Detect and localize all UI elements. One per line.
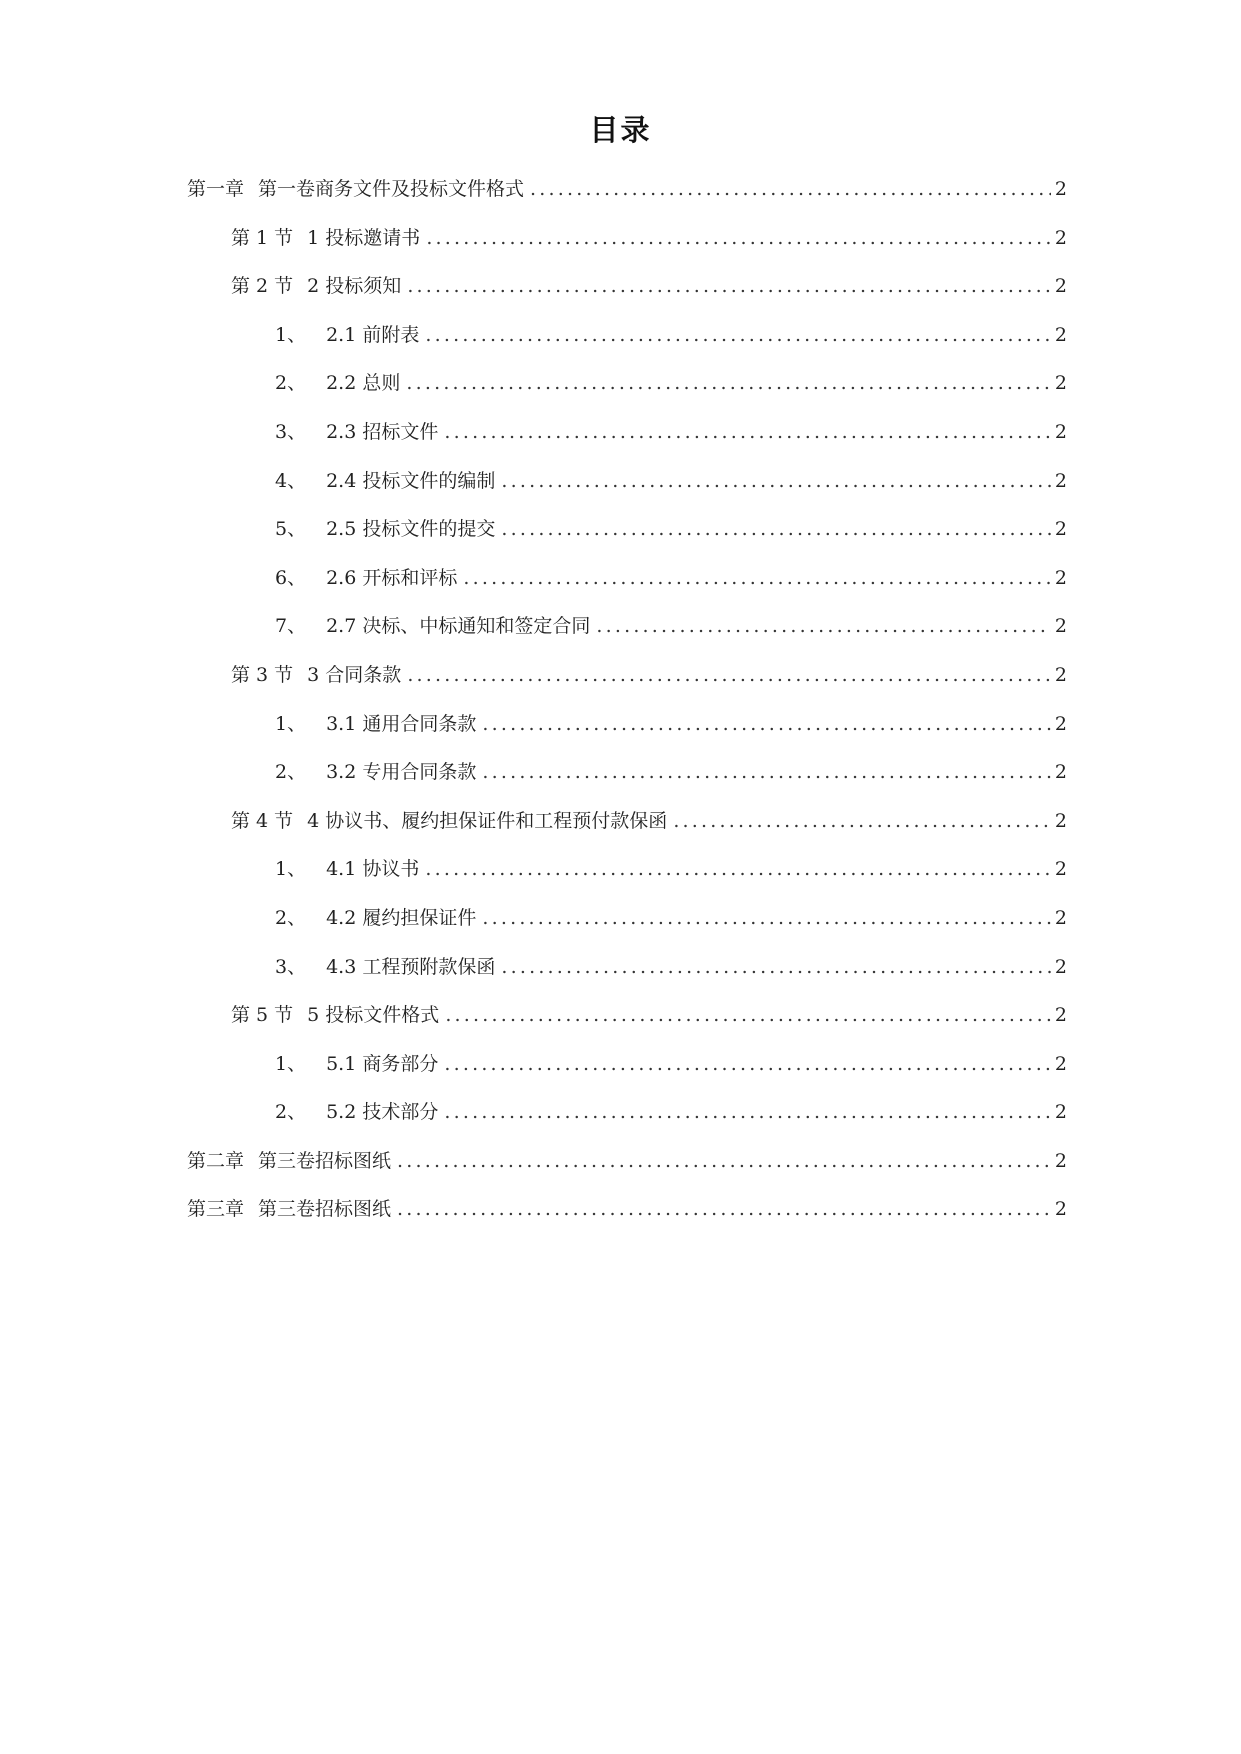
toc-page-number: 2 xyxy=(1054,1052,1067,1075)
toc-page-number: 2 xyxy=(1054,809,1067,832)
toc-entry-number: 2、 xyxy=(275,372,307,395)
toc-entry[interactable] xyxy=(187,408,1067,457)
toc-dot-leader xyxy=(482,700,1051,749)
toc-entry[interactable] xyxy=(187,748,1067,797)
toc-page-number: 2 xyxy=(1054,178,1067,200)
toc-dot-leader xyxy=(501,943,1051,992)
toc-entry-text: 4.1 协议书 xyxy=(326,858,420,881)
toc-entry-number: 6、 xyxy=(275,566,307,589)
toc-entry-text: 3 合同条款 xyxy=(307,663,402,686)
toc-entry-number: 3、 xyxy=(275,420,307,443)
toc-entry[interactable] xyxy=(187,262,1067,311)
toc-entry-text: 2.1 前附表 xyxy=(326,323,420,346)
toc-entry-number: 3、 xyxy=(275,955,307,978)
toc-dot-leader xyxy=(463,554,1051,603)
toc-entry-number: 第三章 xyxy=(187,1198,245,1221)
toc-dot-leader xyxy=(425,311,1051,360)
toc-entry-text: 5.2 技术部分 xyxy=(326,1101,439,1124)
toc-entry-number: 第 1 节 xyxy=(231,226,294,249)
toc-entry[interactable] xyxy=(187,700,1067,749)
toc-entry-number: 第一章 xyxy=(187,178,245,200)
toc-dot-leader xyxy=(444,1088,1051,1137)
toc-entry[interactable] xyxy=(187,554,1067,603)
toc-dot-leader xyxy=(501,505,1051,554)
toc-dot-leader xyxy=(397,1137,1051,1186)
toc-entry[interactable] xyxy=(187,359,1067,408)
toc-page-number: 2 xyxy=(1054,1149,1067,1172)
toc-entry-text: 第三卷招标图纸 xyxy=(258,1198,392,1221)
toc-dot-leader xyxy=(426,214,1051,263)
toc-entry-text: 2.2 总则 xyxy=(326,372,401,395)
toc-entry[interactable] xyxy=(187,991,1067,1040)
toc-page-number: 2 xyxy=(1054,275,1067,298)
toc-dot-leader xyxy=(501,457,1051,506)
toc-dot-leader xyxy=(406,359,1051,408)
toc-entry[interactable] xyxy=(187,602,1067,651)
toc-entry-number: 第 3 节 xyxy=(231,663,294,686)
toc-entry-number: 第 5 节 xyxy=(231,1004,294,1027)
toc-entry-text: 第三卷招标图纸 xyxy=(258,1149,392,1172)
toc-page-number: 2 xyxy=(1054,615,1067,638)
toc-entry-number: 2、 xyxy=(275,761,307,784)
toc-page-number: 2 xyxy=(1054,420,1067,443)
toc-entry-text: 4.2 履约担保证件 xyxy=(326,906,477,929)
toc-page-number: 2 xyxy=(1054,712,1067,735)
toc-entry-number: 5、 xyxy=(275,518,307,541)
toc-entry-number: 4、 xyxy=(275,469,307,492)
toc-page-number: 2 xyxy=(1054,1004,1067,1027)
toc-page-number: 2 xyxy=(1054,858,1067,881)
toc-entry-number: 1、 xyxy=(275,858,307,881)
toc-dot-leader xyxy=(530,165,1051,214)
toc-dot-leader xyxy=(407,651,1051,700)
toc-entry[interactable] xyxy=(187,1040,1067,1089)
table-of-contents xyxy=(187,165,1067,1234)
toc-entry[interactable] xyxy=(187,1185,1067,1234)
toc-entry[interactable] xyxy=(187,311,1067,360)
toc-dot-leader xyxy=(425,845,1051,894)
toc-entry-number: 7、 xyxy=(275,615,307,638)
toc-dot-leader xyxy=(445,991,1051,1040)
toc-entry-number: 2、 xyxy=(275,906,307,929)
toc-entry[interactable] xyxy=(187,214,1067,263)
toc-dot-leader xyxy=(596,602,1051,651)
toc-entry[interactable] xyxy=(187,651,1067,700)
toc-dot-leader xyxy=(444,1040,1051,1089)
toc-entry[interactable] xyxy=(187,1137,1067,1186)
toc-entry-text: 2.5 投标文件的提交 xyxy=(326,518,496,541)
toc-entry-number: 1、 xyxy=(275,712,307,735)
toc-dot-leader xyxy=(482,748,1051,797)
toc-page-number: 2 xyxy=(1054,663,1067,686)
toc-entry[interactable] xyxy=(187,845,1067,894)
toc-dot-leader xyxy=(444,408,1051,457)
toc-page-number: 2 xyxy=(1054,906,1067,929)
toc-entry-text: 4 协议书、履约担保证件和工程预付款保函 xyxy=(307,809,668,832)
toc-page-number: 2 xyxy=(1054,226,1067,249)
toc-dot-leader xyxy=(397,1185,1051,1234)
toc-dot-leader xyxy=(407,262,1051,311)
toc-entry[interactable] xyxy=(187,457,1067,506)
toc-entry-text: 2.7 决标、中标通知和签定合同 xyxy=(326,615,591,638)
toc-entry-text: 3.1 通用合同条款 xyxy=(326,712,477,735)
toc-entry-text: 2.4 投标文件的编制 xyxy=(326,469,496,492)
toc-page-number: 2 xyxy=(1054,566,1067,589)
toc-entry[interactable] xyxy=(187,1088,1067,1137)
toc-entry-number: 第二章 xyxy=(187,1149,245,1172)
toc-entry-text: 第一卷商务文件及投标文件格式 xyxy=(258,178,525,200)
toc-page-number: 2 xyxy=(1054,323,1067,346)
toc-dot-leader xyxy=(482,894,1051,943)
toc-entry-text: 5 投标文件格式 xyxy=(307,1004,440,1027)
toc-entry-text: 5.1 商务部分 xyxy=(326,1052,439,1075)
toc-entry-text: 2.6 开标和评标 xyxy=(326,566,458,589)
toc-entry[interactable] xyxy=(187,165,1067,214)
toc-entry-number: 第 4 节 xyxy=(231,809,294,832)
toc-entry-number: 1、 xyxy=(275,1052,307,1075)
toc-entry-number: 第 2 节 xyxy=(231,275,294,298)
toc-entry[interactable] xyxy=(187,894,1067,943)
toc-entry-text: 4.3 工程预附款保函 xyxy=(326,955,496,978)
toc-page-number: 2 xyxy=(1054,372,1067,395)
toc-dot-leader xyxy=(673,797,1051,846)
toc-entry[interactable] xyxy=(187,943,1067,992)
toc-entry[interactable] xyxy=(187,505,1067,554)
toc-page-number: 2 xyxy=(1054,955,1067,978)
toc-page-number: 2 xyxy=(1054,1198,1067,1221)
toc-entry-number: 2、 xyxy=(275,1101,307,1124)
toc-title: 目录 xyxy=(589,113,652,147)
toc-entry-number: 1、 xyxy=(275,323,307,346)
toc-entry-text: 2.3 招标文件 xyxy=(326,420,439,443)
toc-entry-text: 2 投标须知 xyxy=(307,275,402,298)
toc-page-number: 2 xyxy=(1054,518,1067,541)
toc-page-number: 2 xyxy=(1054,1101,1067,1124)
toc-entry[interactable] xyxy=(187,797,1067,846)
toc-entry-text: 1 投标邀请书 xyxy=(307,226,421,249)
toc-entry-text: 3.2 专用合同条款 xyxy=(326,761,477,784)
toc-page-number: 2 xyxy=(1054,761,1067,784)
toc-page-number: 2 xyxy=(1054,469,1067,492)
